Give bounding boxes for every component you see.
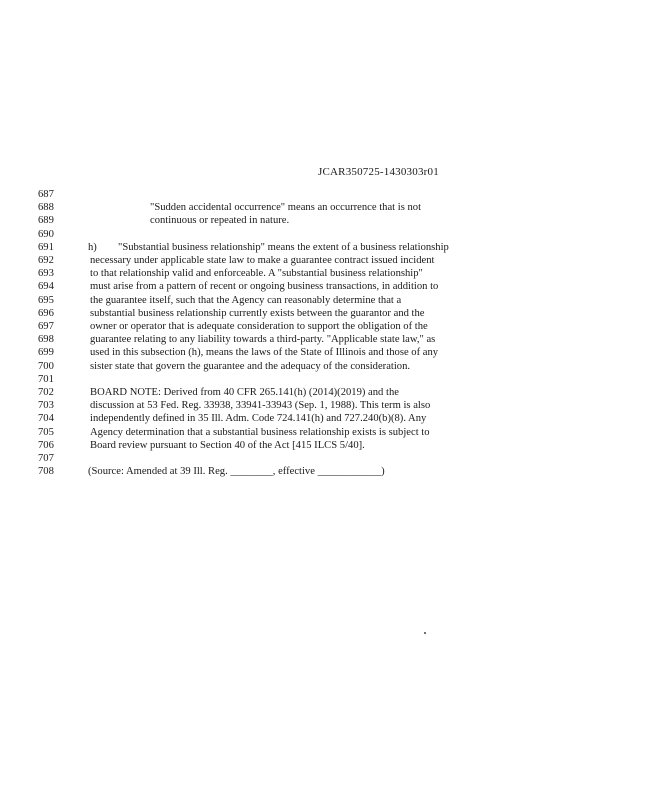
line-text: necessary under applicable state law to make a guarantee contract issued incident — [90, 255, 435, 266]
document-line — [0, 426, 671, 440]
line-text: continuous or repeated in nature. — [150, 215, 290, 227]
subsection-label: h) — [88, 241, 97, 253]
line-number: 700 — [38, 360, 54, 372]
line-text: independently defined in 35 Ill. Adm. Code 724.141(h) and 727.240(b)(8). Any — [90, 413, 427, 425]
line-number: 705 — [38, 426, 54, 438]
line-number: 690 — [38, 228, 54, 240]
line-number: 702 — [38, 387, 54, 398]
line-text: Agency determination that a substantial business relationship exists is subject to — [90, 426, 430, 438]
line-number: 687 — [38, 189, 54, 200]
line-text: (Source: Amended at 39 Ill. Reg. ________, effective ____________) — [88, 466, 385, 478]
document-line — [0, 333, 671, 347]
document-line — [0, 214, 671, 228]
line-text: sister state that govern the guarantee and the adequacy of the consideration. — [90, 360, 411, 372]
document-line — [0, 307, 671, 321]
line-text: substantial business relationship currently exists between the guarantor and the — [90, 307, 425, 319]
line-text: "Sudden accidental occurrence" means an occurrence that is not — [150, 202, 422, 214]
document-line — [0, 280, 671, 294]
line-number: 701 — [38, 373, 54, 385]
document-line — [0, 412, 671, 426]
line-text: Board review pursuant to Section 40 of the Act [415 ILCS 5/40]. — [90, 439, 365, 451]
document-line — [0, 188, 671, 202]
document-line — [0, 399, 671, 413]
line-number: 703 — [38, 400, 54, 412]
line-number: 699 — [38, 347, 54, 359]
document-line — [0, 320, 671, 334]
document-line — [0, 228, 671, 242]
document-line — [0, 346, 671, 360]
document-line — [0, 373, 671, 387]
line-number: 688 — [38, 202, 54, 214]
document-line — [0, 294, 671, 308]
document-header-id: JCAR350725-1430303r01 — [318, 166, 439, 178]
line-number: 704 — [38, 413, 54, 425]
line-text: owner or operator that is adequate consideration to support the obligation of the — [90, 321, 428, 332]
line-text: BOARD NOTE: Derived from 40 CFR 265.141(h) (2014)(2019) and the — [90, 387, 399, 398]
line-text: discussion at 53 Fed. Reg. 33938, 33941-33943 (Sep. 1, 1988). This term is also — [90, 400, 431, 412]
line-number: 697 — [38, 321, 54, 332]
line-text: guarantee relating to any liability towards a third-party. "Applicable state law," as — [90, 334, 436, 346]
line-number: 693 — [38, 268, 54, 280]
line-text: used in this subsection (h), means the laws of the State of Illinois and those of any — [90, 347, 439, 359]
document-line — [0, 452, 671, 466]
document-line — [0, 465, 671, 479]
line-text: to that relationship valid and enforceable. A "substantial business relationship" — [90, 268, 423, 280]
line-text: must arise from a pattern of recent or ongoing business transactions, in addition to — [90, 281, 439, 293]
line-number: 707 — [38, 453, 54, 464]
document-line — [0, 254, 671, 268]
document-line — [0, 241, 671, 255]
line-number: 695 — [38, 294, 54, 306]
line-number: 708 — [38, 466, 54, 478]
line-number: 706 — [38, 439, 54, 451]
document-line — [0, 201, 671, 215]
document-line — [0, 386, 671, 400]
document-line — [0, 439, 671, 453]
line-number: 691 — [38, 241, 54, 253]
line-text: "Substantial business relationship" means the extent of a business relationship — [118, 241, 449, 253]
document-line — [0, 267, 671, 281]
line-number: 692 — [38, 255, 54, 266]
line-text: the guarantee itself, such that the Agency can reasonably determine that a — [90, 294, 402, 306]
line-number: 698 — [38, 334, 54, 346]
document-line — [0, 360, 671, 374]
line-number: 689 — [38, 215, 54, 227]
line-number: 694 — [38, 281, 54, 293]
line-number: 696 — [38, 307, 54, 319]
stray-mark — [424, 632, 426, 634]
